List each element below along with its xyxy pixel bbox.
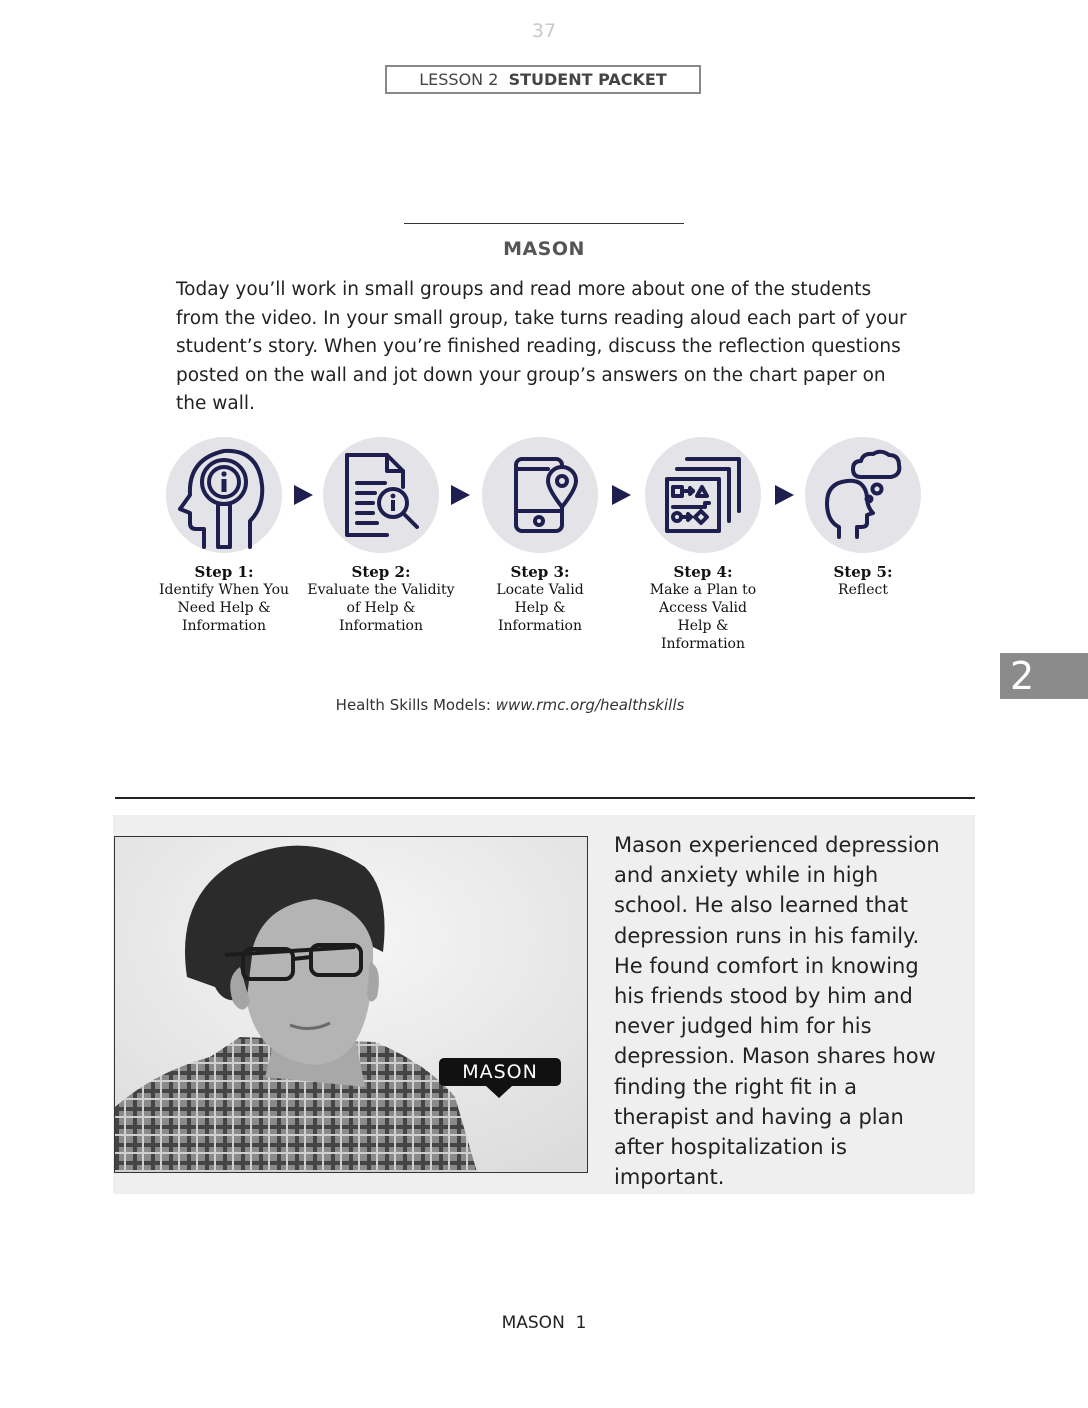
step-title: Step 5: (833, 563, 893, 581)
step-text: Make a Plan to Access Valid Help & Information (649, 582, 757, 652)
step-text: Identify When You Need Help & Information (158, 582, 290, 634)
phone-location-icon (482, 437, 598, 553)
step-4-label (628, 563, 778, 653)
page-title: MASON (503, 238, 585, 260)
document-search-icon (323, 437, 439, 553)
chapter-tab: 2 (1000, 653, 1088, 699)
packet-label: STUDENT PACKET (508, 70, 667, 89)
lesson-label: LESSON 2 (419, 70, 499, 89)
step-title: Step 1: (194, 563, 254, 581)
page-footer: MASON 1 (501, 1313, 587, 1333)
step-1-label (149, 563, 299, 635)
intro-paragraph: Today you’ll work in small groups and read more about one of the students from the video. In your small group, take turns reading aloud each part of your student’s story. When you’re finished reading, discuss the reflection questions posted on the wall and jot down your group’s answers on the chart paper on the wall. (176, 279, 907, 414)
plan-cards-icon (645, 437, 761, 553)
head-thought-icon (805, 437, 921, 553)
step-text: Reflect (838, 582, 888, 598)
name-tag-pointer (486, 1086, 512, 1098)
step-5-label (788, 563, 938, 599)
name-tag: MASON (439, 1058, 561, 1086)
source-credit (0, 696, 1020, 714)
step-arrow-icon (612, 485, 631, 505)
section-divider (115, 797, 975, 799)
student-photo (114, 836, 588, 1173)
credit-url[interactable]: www.rmc.org/healthskills (495, 696, 685, 714)
step-title: Step 4: (673, 563, 733, 581)
head-info-icon (166, 437, 282, 553)
step-text: Evaluate the Validity of Help & Information (307, 582, 455, 634)
step-text: Locate Valid Help & Information (496, 582, 584, 634)
page-number: 37 (531, 20, 557, 42)
step-3-label (465, 563, 615, 635)
step-title: Step 3: (510, 563, 570, 581)
step-arrow-icon (294, 485, 313, 505)
step-arrow-icon (451, 485, 470, 505)
step-title: Step 2: (351, 563, 411, 581)
step-2-label (306, 563, 456, 635)
title-divider (404, 223, 684, 224)
lesson-header (385, 65, 701, 94)
story-paragraph: Mason experienced depression and anxiety while in high school. He also learned that depression runs in his family. He found comfort in knowing his friends stood by him and never judged him for his depression. Mason shares how finding the right fit in a therapist and having a plan after hospitalization is important. (614, 833, 940, 1190)
credit-label: Health Skills Models: (335, 696, 496, 714)
step-arrow-icon (775, 485, 794, 505)
